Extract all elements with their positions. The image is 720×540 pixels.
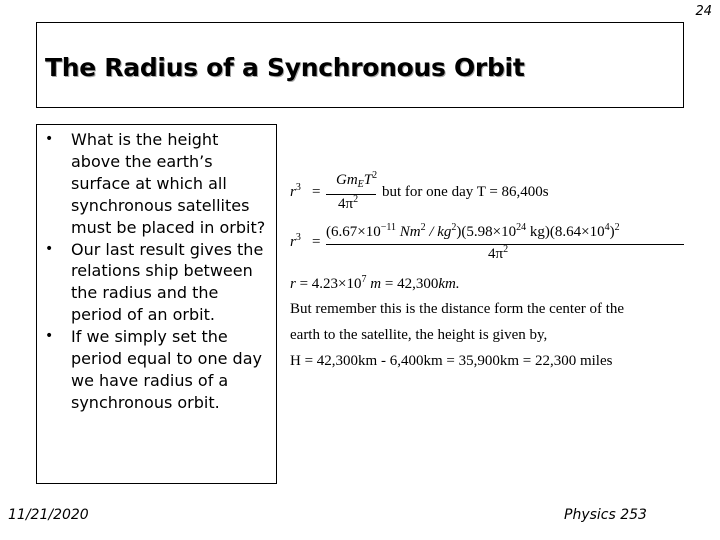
note-line-1: But remember this is the distance form the center of the: [290, 301, 625, 317]
bullet-list: [37, 125, 276, 414]
eq1-tail: but for one day T = 86,400s: [382, 184, 549, 200]
eq1-lhs: $r^3$: [290, 182, 301, 200]
bullet-item: [37, 129, 276, 239]
eq2-equals: =: [312, 234, 321, 250]
eq3-result: $r = 4.23\times 10^7$ m = 42,300km.: [290, 274, 460, 292]
bullet-dot-icon: •: [45, 240, 54, 257]
eq2-lhs: $r^3$: [290, 232, 301, 250]
bullet-box: [36, 124, 277, 484]
footer-date: 11/21/2020: [8, 507, 89, 523]
bullet-text: What is the height above the earth’s surface at which all synchronous satellites must be placed in orbit?: [71, 130, 266, 237]
bullet-text: Our last result gives the relations ship between the radius and the period of an orbit.: [71, 239, 264, 325]
eq2-denominator: $4\pi^2$: [488, 244, 509, 262]
bullet-dot-icon: •: [45, 131, 54, 147]
slide-number: 24: [695, 4, 712, 19]
eq1-denominator: $4\pi^2$: [338, 194, 359, 212]
eq1-numerator: $Gm_ET^2$: [336, 170, 378, 190]
height-result: H = 42,300km - 6,400km = 35,900km = 22,300 miles: [290, 353, 613, 369]
bullet-item: [37, 326, 276, 414]
bullet-dot-icon: •: [45, 328, 54, 345]
eq1-fraction-bar: [326, 194, 376, 195]
note-line-2: earth to the satellite, the height is given by,: [290, 327, 548, 343]
bullet-item: [37, 239, 276, 327]
slide-title: The Radius of a Synchronous Orbit: [45, 53, 525, 82]
eq2-numerator: ($6.67\times 10^{-11}$ $Nm^2 / kg^2)(5.98\times 10^{24}$ $kg)(8.64\times 10^4)^2$: [326, 222, 620, 240]
equation-block: [290, 164, 695, 374]
footer-course: Physics 253: [564, 507, 647, 523]
bullet-text: If we simply set the period equal to one day we have radius of a synchronous orbit.: [71, 327, 262, 412]
title-box: [36, 22, 684, 108]
eq1-equals: =: [312, 184, 321, 200]
